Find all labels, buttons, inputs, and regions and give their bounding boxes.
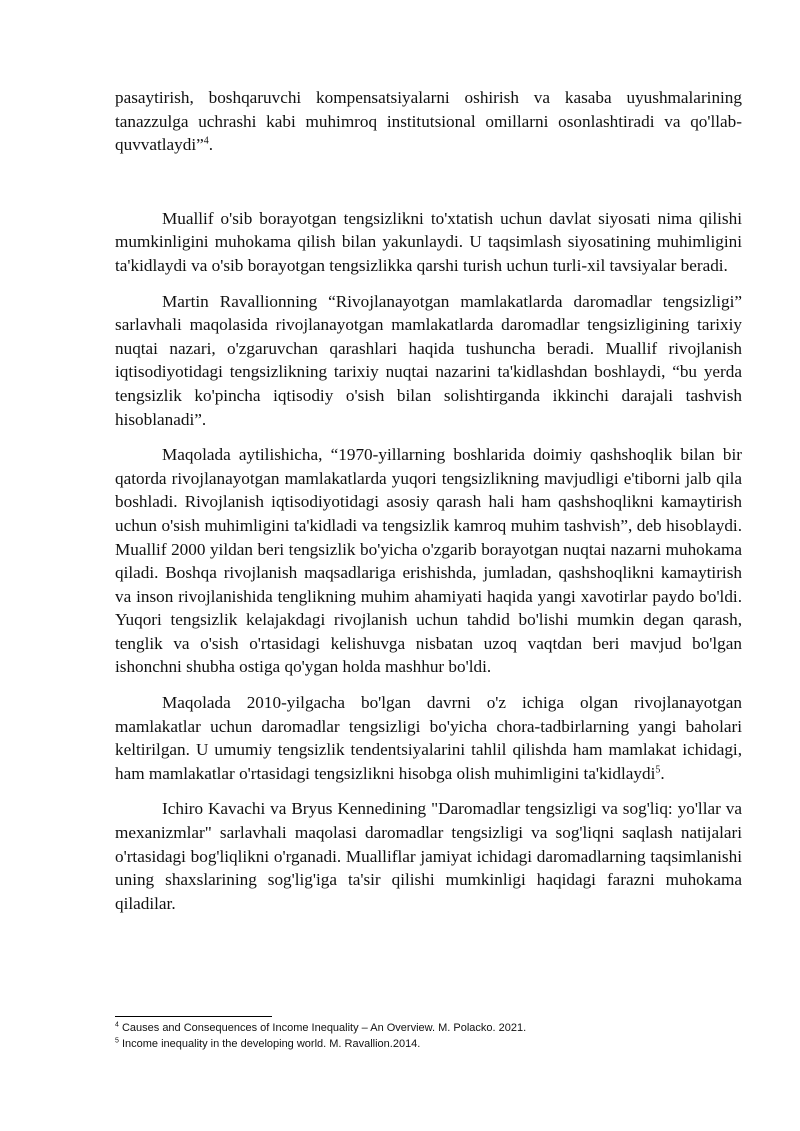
paragraph-conclusion: Muallif o'sib borayotgan tengsizlikni to'xtatish uchun davlat siyosati nima qilishi mumkinligini muhokama qilish bilan yakunlaydi. U taqsimlash siyosatining muhimligini ta'kidlaydi va o'sib borayotgan tengsizlikka qarshi turish uchun turli-xil tavsiyalar beradi. bbox=[115, 208, 742, 275]
document-body bbox=[115, 86, 742, 927]
footnote-ref-4[interactable]: 4 bbox=[203, 135, 209, 147]
paragraph-1970s: Maqolada aytilishicha, “1970-yillarning boshlarida doimiy qashshoqlik bilan bir qatorda rivojlanayotgan mamlakatlarda yuqori tengsizlikning mavjudligi e'tiborni jalb qila boshladi. Rivojlanish iqtisodiyotidagi asosiy qarash hali ham qashshoqlikni kamaytirish uchun o'sish muhimligini ta'kidladi va tengsizlik kamroq muhim tashvish”, deb hisoblaydi. Muallif 2000 yildan beri tengsizlik bo'yicha o'zgarib borayotgan nuqtai nazarni muhokama qiladi. Boshqa rivojlanish maqsadlariga erishishda, jumladan, qashshoqlikni kamaytirish va inson rivojlanishida tenglikning muhim ahamiyati haqida yangi xavotirlar paydo bo'ldi. Yuqori tengsizlik kelajakdagi rivojlanish uchun tahdid bo'lishi mumkin degan qarash, tenglik va o'sish o'rtasidagi kelishuvga nisbatan uzoq vaqtdan beri mavjud bo'lgan ishonchni shubha ostiga qo'ygan holda mashhur bo'ldi. bbox=[115, 445, 742, 677]
paragraph-kawachi-kennedy: Ichiro Kavachi va Bryus Kennedining "Daromadlar tengsizligi va sog'liq: yo'llar va mexanizmlar" sarlavhali maqolasi daromadlar tengsizligi va sog'liqni saqlash natijalari o'rtasidagi bog'liqlikni o'rganadi. Mualliflar jamiyat ichidagi daromadlarning taqsimlanishi uning shaxslarining sog'lig'iga ta'sir qilishi mumkinligi haqidagi farazni muhokama qiladilar. bbox=[115, 799, 742, 913]
paragraph-ravallion: Martin Ravallionning “Rivojlanayotgan mamlakatlarda daromadlar tengsizligi” sarlavhali maqolasida rivojlanayotgan mamlakatlarda daromadlar tengsizligining tarixiy nuqtai nazari, o'zgaruvchan qarashlari haqida tushuncha beradi. Muallif rivojlanish iqtisodiyotidagi tengsizlikning tarixiy nuqtai nazarini ta'kidlashdan boshlaydi, “bu yerda tengsizlik ko'pincha iqtisodiy o'sish bilan solishtirganda ikkinchi darajali tashvish hisoblanadi”. bbox=[115, 291, 742, 429]
paragraph-continuation: pasaytirish, boshqaruvchi kompensatsiyalarni oshirish va kasaba uyushmalarining tanazzulga uchrashi kabi muhimroq institutsional omillarni osonlashtiradi va qo'llab-quvvatlaydi”$^4$. bbox=[115, 88, 742, 155]
footnote-5: $^5$ Income inequality in the developing world. M. Ravallion.2014. bbox=[115, 1037, 421, 1050]
footnotes bbox=[115, 1016, 742, 1052]
paragraph-2010-estimates: Maqolada 2010-yilgacha bo'lgan davrni o'z ichiga olgan rivojlanayotgan mamlakatlar uchun daromadlar tengsizligi bo'yicha chora-tadbirlarning yangi baholari keltirilgan. U umumiy tengsizlik tendentsiyalarini tahlil qilishda ham mamlakat ichidagi, ham mamlakatlar o'rtasidagi tengsizlikni hisobga olish muhimligini ta'kidlaydi$^5$. bbox=[115, 693, 742, 783]
footnote-4: $^4$ Causes and Consequences of Income Inequality – An Overview. M. Polacko. 2021. bbox=[115, 1021, 527, 1034]
footnote-ref-5[interactable]: 5 bbox=[655, 764, 661, 776]
footnote-separator bbox=[115, 1016, 272, 1017]
